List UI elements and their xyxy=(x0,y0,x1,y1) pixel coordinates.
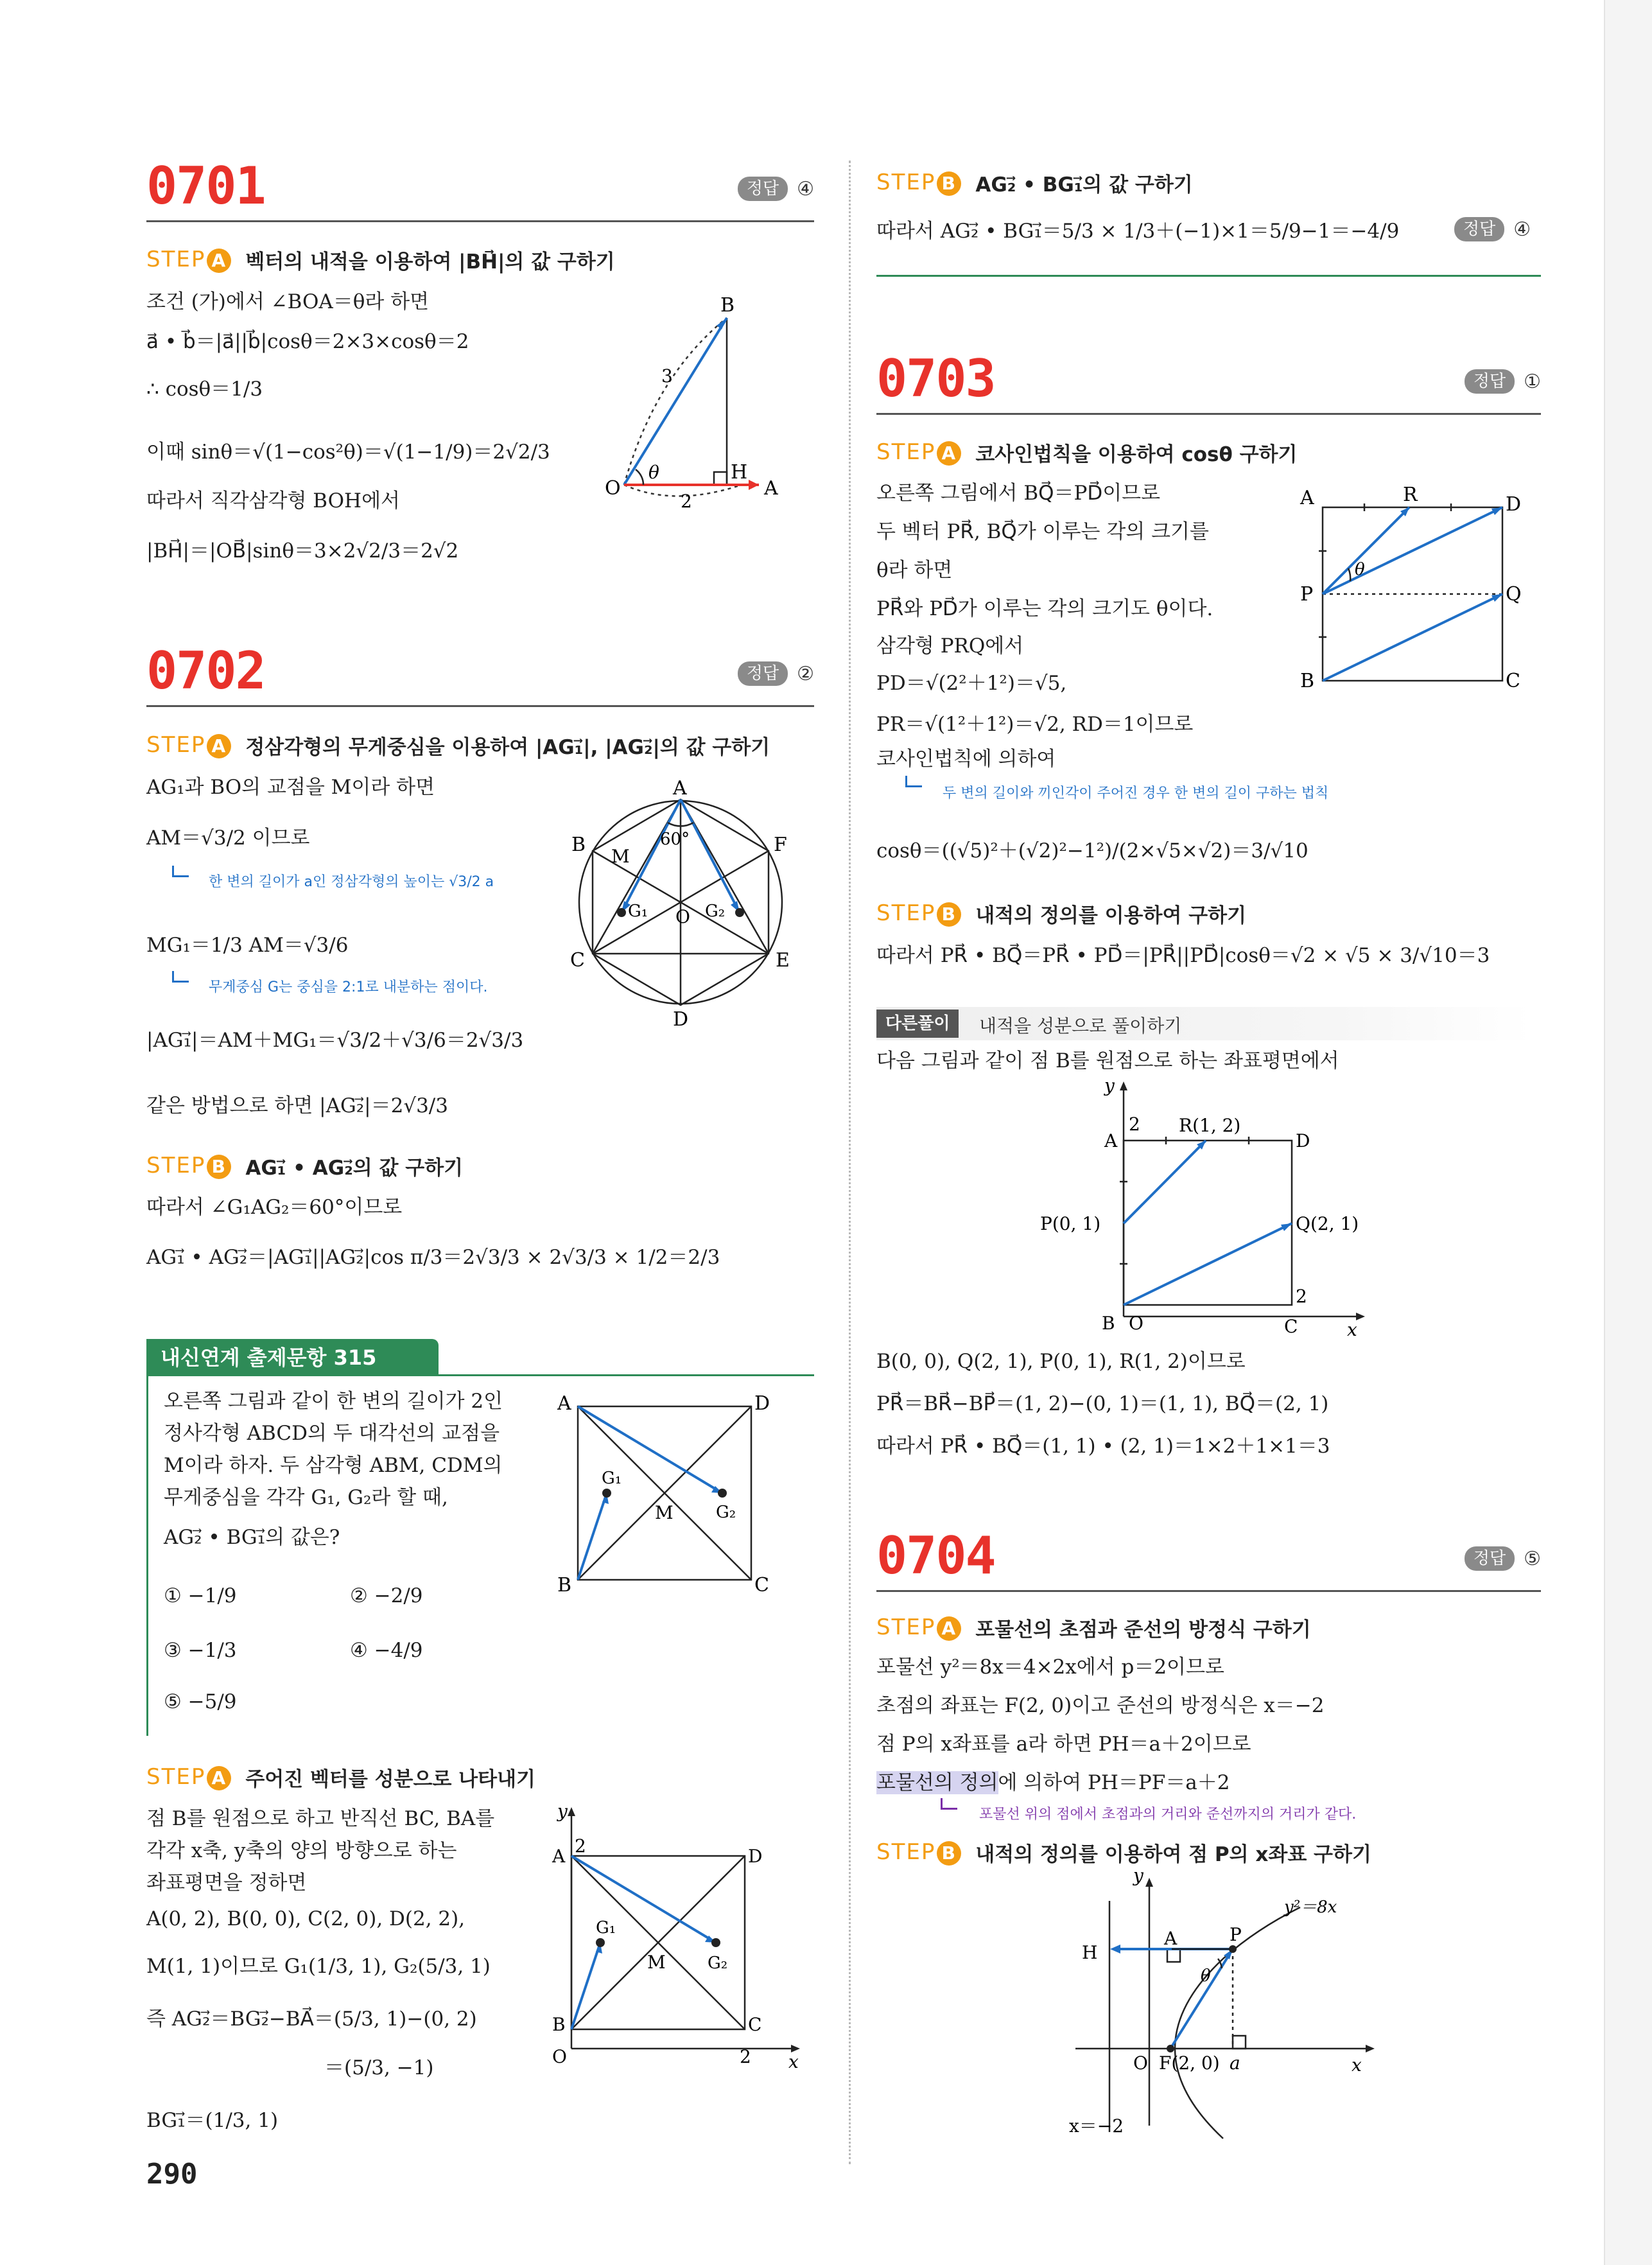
page-edge xyxy=(1605,0,1652,2265)
solution-line: A(0, 2), B(0, 0), C(2, 0), D(2, 2), xyxy=(146,1907,465,1930)
solution-line: 점 P의 x좌표를 a라 하면 PH＝a＋2이므로 xyxy=(876,1733,1251,1756)
solution-line: |AG₁⃗|＝AM＋MG₁＝√3/2＋√3/6＝2√3/3 xyxy=(146,1029,524,1052)
note-arrow xyxy=(941,1798,957,1810)
label-directrix: x＝−2 xyxy=(1069,2115,1124,2137)
problem-number: 0701 xyxy=(146,156,265,216)
solution-line: 각각 x축, y축의 양의 방향으로 하는 xyxy=(146,1839,457,1862)
figure-0704 xyxy=(1069,1869,1403,2151)
step-letter: A xyxy=(207,734,231,758)
label-h: H xyxy=(731,461,748,484)
label-y: y xyxy=(1133,1869,1143,1886)
step-title: 정삼각형의 무게중심을 이용하여 |AG₁⃗|, |AG₂⃗|의 값 구하기 xyxy=(245,736,770,759)
label-d: D xyxy=(748,1846,763,1867)
label-2-right: 2 xyxy=(1296,1286,1307,1307)
label-g1: G₁ xyxy=(596,1918,616,1937)
alternate-solution-banner xyxy=(876,1007,1531,1040)
figure-0701 xyxy=(591,292,809,511)
label-y: y xyxy=(557,1801,568,1822)
step-word: STEP xyxy=(146,732,206,758)
answer-value: ② xyxy=(797,662,814,685)
step-a xyxy=(876,438,1297,467)
label-x: x xyxy=(788,2051,799,2068)
solution-line: 코사인법칙에 의하여 xyxy=(876,748,1056,771)
problem-line: 정사각형 ABCD의 두 대각선의 교점을 xyxy=(164,1422,500,1445)
nsg-bar xyxy=(146,1339,814,1376)
answer-badge: 정답 xyxy=(1465,369,1515,394)
label-m: M xyxy=(655,1502,674,1523)
answer xyxy=(1454,217,1652,241)
solution-line: ＝(5/3, −1) xyxy=(324,2056,434,2079)
step-a xyxy=(876,1613,1311,1642)
label-p: P(0, 1) xyxy=(1040,1213,1101,1234)
solution-line: PR＝√(1²＋1²)＝√2, RD＝1이므로 xyxy=(876,713,1194,736)
step-a xyxy=(146,245,615,274)
label-2-y: 2 xyxy=(575,1835,586,1857)
answer-badge: 정답 xyxy=(1465,1546,1515,1571)
header-rule xyxy=(146,705,814,707)
solution-line: AG₁과 BO의 교점을 M이라 하면 xyxy=(146,776,435,799)
step-title: 주어진 벡터를 성분으로 나타내기 xyxy=(245,1768,535,1791)
solution-line: 다음 그림과 같이 점 B를 원점으로 하는 좌표평면에서 xyxy=(876,1049,1339,1072)
step-letter: A xyxy=(207,249,231,273)
label-x: x xyxy=(1352,2054,1362,2076)
label-a: A xyxy=(673,777,687,800)
label-c: C xyxy=(1506,670,1520,692)
label-a: A xyxy=(1300,487,1314,509)
choice[interactable]: ② −2/9 xyxy=(350,1584,423,1607)
solution-line: PD＝√(2²＋1²)＝√5, xyxy=(876,672,1067,695)
step-word: STEP xyxy=(876,170,936,195)
note-arrow xyxy=(172,866,189,877)
note-arrow xyxy=(905,776,922,787)
label-side-2: 2 xyxy=(681,491,692,511)
label-g2: G₂ xyxy=(708,1954,728,1973)
problem-line: 오른쪽 그림과 같이 한 변의 길이가 2인 xyxy=(164,1390,503,1413)
step-title: 벡터의 내적을 이용하여 |BH⃗|의 값 구하기 xyxy=(245,250,615,274)
step-title: 내적의 정의를 이용하여 점 P의 x좌표 구하기 xyxy=(975,1843,1371,1866)
solution-line: 두 벡터 PR⃗, BQ⃗가 이루는 각의 크기를 xyxy=(876,520,1209,543)
solution-line: 따라서 ∠G₁AG₂＝60°이므로 xyxy=(146,1196,403,1219)
solution-line: a⃗ • b⃗＝|a⃗||b⃗|cosθ＝2×3×cosθ＝2 xyxy=(146,330,469,353)
step-b xyxy=(876,899,1246,928)
figure-nsg xyxy=(552,1387,796,1605)
label-b: B xyxy=(1102,1313,1115,1334)
label-c: C xyxy=(748,2014,762,2035)
highlight: 포물선의 정의 xyxy=(876,1771,998,1794)
label-c: C xyxy=(570,949,585,972)
label-p: P xyxy=(1300,583,1314,606)
problem-0702-header xyxy=(146,642,814,706)
step-title: AG₁⃗ • AG₂⃗의 값 구하기 xyxy=(245,1157,464,1180)
text: 에 의하여 PH＝PF＝a＋2 xyxy=(998,1771,1230,1794)
answer-value: ④ xyxy=(1513,218,1531,241)
problem-0703-header xyxy=(876,350,1541,414)
step-title: AG₂⃗ • BG₁⃗의 값 구하기 xyxy=(975,173,1193,197)
header-rule xyxy=(876,1590,1541,1592)
solution-line: PR⃗와 PD⃗가 이루는 각의 크기도 θ이다. xyxy=(876,597,1213,620)
label-a: A xyxy=(764,477,778,500)
label-x: x xyxy=(1347,1319,1357,1340)
answer-badge: 정답 xyxy=(738,661,788,686)
label-a: A xyxy=(1164,1928,1178,1949)
label-e: E xyxy=(776,949,790,972)
solution-line: θ라 하면 xyxy=(876,559,953,582)
label-theta: θ xyxy=(648,462,659,483)
solution-line: MG₁＝1/3 AM＝√3/6 xyxy=(146,934,349,957)
step-a xyxy=(146,731,770,760)
label-o: O xyxy=(552,2046,567,2067)
nsg-tab: 내신연계 출제문항 315 xyxy=(146,1339,439,1376)
solution-line: cosθ＝((√5)²＋(√2)²−1²)/(2×√5×√2)＝3/√10 xyxy=(876,839,1309,862)
label-g2: G₂ xyxy=(716,1503,736,1522)
label-2-x: 2 xyxy=(740,2046,751,2067)
figure-nsg-coordinate xyxy=(539,1798,809,2068)
label-d: D xyxy=(1296,1130,1310,1151)
label-curve: y²＝8x xyxy=(1284,1898,1337,1917)
step-word: STEP xyxy=(876,900,936,926)
page-number: 290 xyxy=(146,2158,198,2191)
problem-number: 0703 xyxy=(876,349,995,408)
label-2-top: 2 xyxy=(1129,1114,1140,1135)
solution-line: 포물선 y²＝8x＝4×2x에서 p＝2이므로 xyxy=(876,1656,1224,1679)
label-side-3: 3 xyxy=(661,365,673,387)
problem-line: 무게중심을 각각 G₁, G₂라 할 때, xyxy=(164,1486,448,1509)
step-title: 코사인법칙을 이용하여 cosθ 구하기 xyxy=(975,443,1298,466)
label-b: B xyxy=(552,2014,566,2035)
problem-0704-header xyxy=(876,1527,1541,1591)
choice[interactable]: ① −1/9 xyxy=(164,1584,237,1607)
solution-line: ∴ cosθ＝1/3 xyxy=(146,378,263,401)
note-arrow xyxy=(172,971,189,983)
solution-line: 오른쪽 그림에서 BQ⃗＝PD⃗이므로 xyxy=(876,482,1161,505)
step-title: 내적의 정의를 이용하여 구하기 xyxy=(975,904,1247,927)
label-g1: G₁ xyxy=(628,902,648,921)
label-angle: 60° xyxy=(660,830,690,849)
solution-line: AG₁⃗ • AG₂⃗＝|AG₁⃗||AG₂⃗|cos π/3＝2√3/3 × 2√3/3 × 1/2＝2/3 xyxy=(146,1246,720,1269)
nsg-end-rule xyxy=(876,275,1541,277)
solution-line: 따라서 직각삼각형 BOH에서 xyxy=(146,489,400,512)
label-theta: θ xyxy=(1355,560,1365,579)
solution-line: M(1, 1)이므로 G₁(1/3, 1), G₂(5/3, 1) xyxy=(146,1955,491,1978)
label-o: O xyxy=(675,906,690,927)
label-c: C xyxy=(1284,1316,1298,1337)
header-rule xyxy=(876,413,1541,415)
step-word: STEP xyxy=(876,1839,936,1865)
solution-line: 삼각형 PRQ에서 xyxy=(876,634,1024,658)
step-letter: B xyxy=(937,902,961,927)
label-a: A xyxy=(552,1846,566,1867)
solution-line: 이때 sinθ＝√(1−cos²θ)＝√(1−1/9)＝2√2/3 xyxy=(146,441,550,464)
answer-value: ⑤ xyxy=(1524,1547,1541,1570)
label-o: O xyxy=(1133,2052,1148,2074)
solution-line: 따라서 AG₂⃗ • BG₁⃗＝5/3 × 1/3＋(−1)×1＝5/9−1＝−4/9 xyxy=(876,220,1400,243)
step-word: STEP xyxy=(876,439,936,465)
label-q: Q(2, 1) xyxy=(1296,1213,1359,1234)
alternate-solution-title: 내적을 성분으로 풀이하기 xyxy=(979,1015,1182,1036)
figure-0703 xyxy=(1294,475,1538,700)
solution-line: BG₁⃗＝(1/3, 1) xyxy=(146,2109,279,2132)
header-rule xyxy=(146,220,814,222)
note: 두 변의 길이와 끼인각이 주어진 경우 한 변의 길이 구하는 법칙 xyxy=(943,785,1329,801)
label-d: D xyxy=(1506,493,1522,516)
step-letter: B xyxy=(937,1841,961,1866)
label-r: R xyxy=(1403,484,1418,506)
solution-line: 조건 (가)에서 ∠BOA＝θ라 하면 xyxy=(146,290,430,313)
solution-line: B(0, 0), Q(2, 1), P(0, 1), R(1, 2)이므로 xyxy=(876,1350,1246,1373)
label-a: A xyxy=(557,1392,571,1415)
answer xyxy=(1465,369,1541,394)
label-g2: G₂ xyxy=(705,902,726,921)
solution-line: 따라서 PR⃗ • BQ⃗＝PR⃗ • PD⃗＝|PR⃗||PD⃗|cosθ＝√2 × √5 × 3/√10＝3 xyxy=(876,944,1490,967)
choice[interactable]: ④ −4/9 xyxy=(350,1639,423,1662)
solution-line xyxy=(876,1770,1230,1796)
label-f: F(2, 0) xyxy=(1159,2052,1220,2074)
step-letter: B xyxy=(937,171,961,196)
solution-line: 좌표평면을 정하면 xyxy=(146,1871,307,1894)
problem-line: M이라 하자. 두 삼각형 ABM, CDM의 xyxy=(164,1454,503,1477)
alternate-solution-tag: 다른풀이 xyxy=(876,1010,959,1038)
note: 포물선 위의 점에서 초점과의 거리와 준선까지의 거리가 같다. xyxy=(979,1806,1357,1823)
label-b: B xyxy=(571,834,586,856)
step-b xyxy=(146,1151,463,1180)
label-m: M xyxy=(647,1952,666,1973)
label-p: P xyxy=(1230,1924,1242,1945)
answer-badge: 정답 xyxy=(1454,217,1504,241)
column-divider xyxy=(849,161,851,2164)
answer xyxy=(738,177,814,201)
problem-line: AG₂⃗ • BG₁⃗의 값은? xyxy=(164,1526,340,1549)
answer xyxy=(738,661,814,686)
label-a-value: a xyxy=(1230,2052,1240,2074)
figure-0702 xyxy=(565,774,809,1031)
label-d: D xyxy=(754,1392,770,1415)
step-letter: A xyxy=(937,1616,961,1641)
label-h: H xyxy=(1082,1942,1098,1963)
solution-line: 즉 AG₂⃗＝BG₂⃗−BA⃗＝(5/3, 1)−(0, 2) xyxy=(146,2007,477,2031)
note: 무게중심 G는 중심을 2:1로 내분하는 점이다. xyxy=(209,979,488,995)
label-o: O xyxy=(1129,1313,1143,1334)
solution-line: 따라서 PR⃗ • BQ⃗＝(1, 1) • (2, 1)＝1×2＋1×1＝3 xyxy=(876,1435,1330,1458)
solution-line: PR⃗＝BR⃗−BP⃗＝(1, 2)−(0, 1)＝(1, 1), BQ⃗＝(2, 1) xyxy=(876,1392,1329,1415)
label-m: M xyxy=(611,846,630,867)
step-title: 포물선의 초점과 준선의 방정식 구하기 xyxy=(975,1618,1311,1641)
step-letter: A xyxy=(207,1766,231,1790)
solution-line: 점 B를 원점으로 하고 반직선 BC, BA를 xyxy=(146,1807,495,1830)
choice[interactable]: ⑤ −5/9 xyxy=(164,1690,237,1713)
note: 한 변의 길이가 a인 정삼각형의 높이는 √3/2 a xyxy=(209,874,494,890)
label-q: Q xyxy=(1506,583,1522,606)
label-d: D xyxy=(673,1008,689,1031)
label-b: B xyxy=(720,294,735,317)
problem-number: 0702 xyxy=(146,641,265,701)
label-a: A xyxy=(1104,1130,1118,1151)
answer-value: ④ xyxy=(797,177,814,200)
answer xyxy=(1465,1546,1541,1571)
page-edge-line xyxy=(1604,0,1605,2265)
label-g1: G₁ xyxy=(602,1469,622,1488)
answer-value: ① xyxy=(1524,370,1541,393)
step-word: STEP xyxy=(146,1153,206,1178)
step-b xyxy=(876,1838,1371,1867)
step-word: STEP xyxy=(876,1614,936,1640)
step-word: STEP xyxy=(146,1764,206,1790)
step-word: STEP xyxy=(146,247,206,272)
label-b: B xyxy=(1300,670,1315,692)
figure-0703-coordinate xyxy=(1040,1079,1400,1342)
answer-badge: 정답 xyxy=(738,177,788,201)
problem-0701-header xyxy=(146,157,814,222)
step-b xyxy=(876,168,1193,197)
solution-line: |BH⃗|＝|OB⃗|sinθ＝3×2√2/3＝2√2 xyxy=(146,539,459,563)
label-r: R(1, 2) xyxy=(1179,1115,1241,1136)
step-letter: B xyxy=(207,1155,231,1179)
label-b: B xyxy=(557,1574,572,1596)
solution-line: 초점의 좌표는 F(2, 0)이고 준선의 방정식은 x＝−2 xyxy=(876,1694,1325,1717)
choice[interactable]: ③ −1/3 xyxy=(164,1639,237,1662)
label-o: O xyxy=(605,477,621,500)
label-c: C xyxy=(754,1574,769,1596)
label-f: F xyxy=(774,834,787,856)
step-a xyxy=(146,1763,535,1792)
solution-line: AM＝√3/2 이므로 xyxy=(146,826,310,850)
step-letter: A xyxy=(937,441,961,466)
problem-number: 0704 xyxy=(876,1526,995,1586)
solution-line: 같은 방법으로 하면 |AG₂⃗|＝2√3/3 xyxy=(146,1094,448,1117)
label-y: y xyxy=(1104,1079,1115,1096)
label-theta: θ xyxy=(1201,1966,1211,1986)
